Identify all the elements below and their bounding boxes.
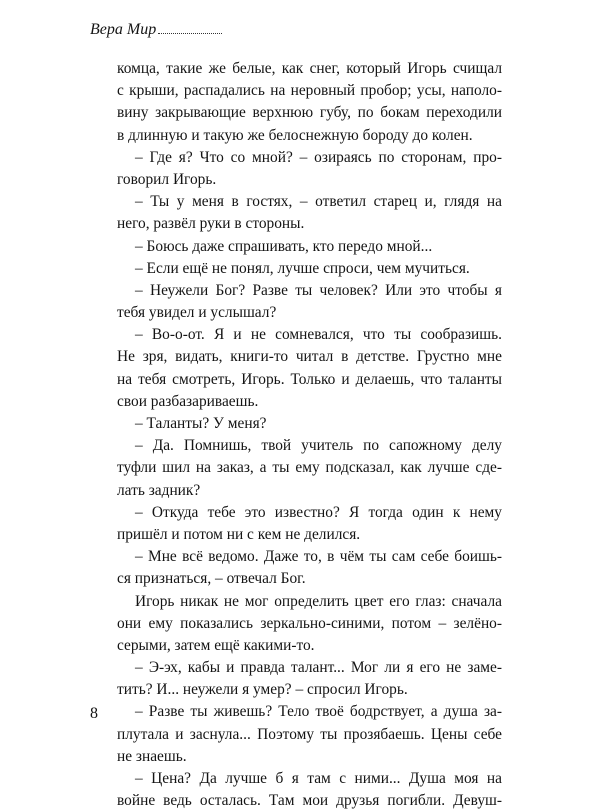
text-line: – Неужели Бог? Разве ты человек? Или это чтобы я <box>135 281 502 299</box>
author-name: Вера Мир <box>90 21 157 38</box>
text-line: плутала и заснула... Поэтому ты прозябаешь. Цены себе <box>117 725 502 743</box>
text-line: войне ведь осталась. Там мои друзья погибли. Девуш- <box>117 792 502 810</box>
text-line: говорил Игорь. <box>117 170 217 188</box>
page-number: 8 <box>90 705 98 722</box>
text-line: – Разве ты живешь? Тело твоё бодрствует, а душа за- <box>135 703 502 721</box>
text-line: – Цена? Да лучше б я там с ними... Душа моя на <box>135 770 502 787</box>
text-line: – Таланты? У меня? <box>135 415 267 432</box>
header-dotted-rule <box>158 29 222 34</box>
running-head <box>90 20 222 40</box>
text-line: – Мне всё ведомо. Даже то, в чём ты сам себе боишь- <box>135 548 502 566</box>
text-line: тебя увидел и услышал? <box>117 304 277 322</box>
text-line: Не зря, видать, книги-то читал в детстве. Грустно мне <box>117 348 502 366</box>
text-line: тить? И... неужели я умер? – спросил Игорь. <box>117 681 408 699</box>
text-line: с крыши, распадались на неровный пробор; усы, наполо- <box>117 82 502 100</box>
text-line: него, развёл руки в стороны. <box>117 215 305 233</box>
text-line: – Откуда тебе это известно? Я тогда один к нему <box>135 503 502 521</box>
text-line: ся признаться, – отвечал Бог. <box>117 570 306 588</box>
text-line: – Э-эх, кабы и правда талант... Мог ли я его не заме- <box>135 659 502 677</box>
text-line: туфли шил на заказ, а ты ему подсказал, как лучше сде- <box>117 459 502 477</box>
text-line: – Где я? Что со мной? – озираясь по сторонам, про- <box>135 148 502 166</box>
text-line: – Во-о-от. Я и не сомневался, что ты сообразишь. <box>135 326 502 344</box>
text-line: в длинную и такую же белоснежную бороду до колен. <box>117 126 473 144</box>
text-line: пришёл и потом ни с кем не делился. <box>117 525 361 543</box>
text-line: Игорь никак не мог определить цвет его глаз: сначала <box>135 592 502 610</box>
text-line: вину закрывающие верхнюю губу, по бокам переходили <box>117 104 502 122</box>
text-line: не знаешь. <box>117 747 187 765</box>
text-line: серыми, затем ещё какими-то. <box>117 636 315 654</box>
text-line: на тебя смотреть, Игорь. Только и делаешь, что таланты <box>117 370 502 388</box>
text-line: – Если ещё не понял, лучше спроси, чем мучиться. <box>135 259 470 277</box>
text-line: они ему показались зеркально-синими, потом – зелёно- <box>117 614 502 632</box>
text-line: – Ты у меня в гостях, – ответил старец и, глядя на <box>135 193 502 211</box>
text-line: лать задник? <box>117 481 201 499</box>
text-line: свои разбазариваешь. <box>117 392 259 410</box>
text-line: комца, такие же белые, как снег, который Игорь счищал <box>117 60 502 77</box>
text-line: – Да. Помнишь, твой учитель по сапожному делу <box>135 437 502 455</box>
text-line: – Боюсь даже спрашивать, кто передо мной... <box>135 237 433 255</box>
page-body-text <box>117 58 502 812</box>
